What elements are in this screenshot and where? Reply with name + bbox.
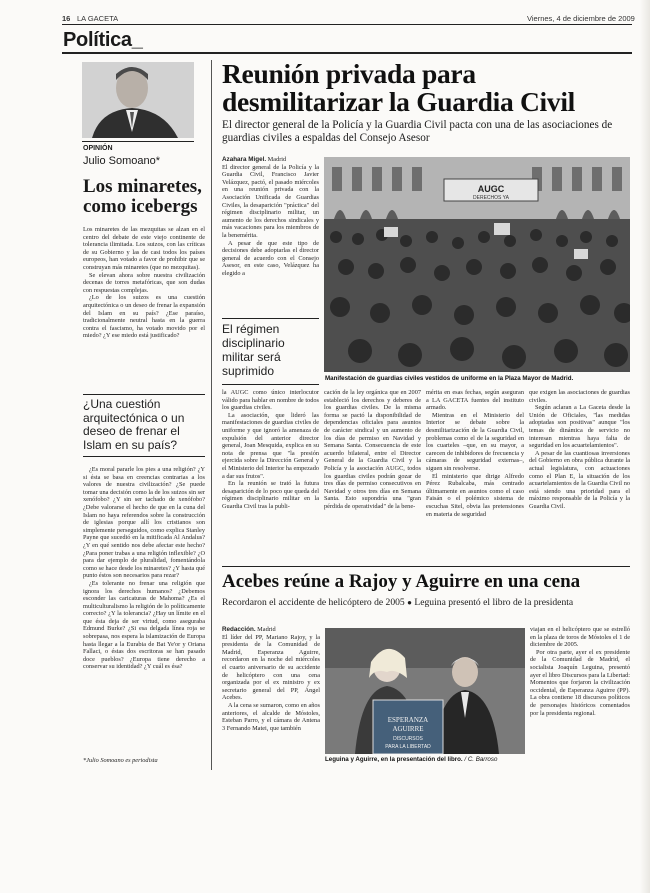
opinion-paragraph: ¿Es tolerante no frenar una religión que ignora los derechos humanos? ¿Debemos esconder las caricaturas de Mahoma? ¿Es el multiculturalismo la religión de lo políticamente correcto? ¿Y la tolerancia? ¿Hay un límite en el que ésta deja de ser virtud, como aseguraba Edmund Burke? ¿Si esa delgada línea roja se sobrepasa, nos espera la islamización de Europa hasta llegar a la Eurabia de Bat Ye'or y Oriana Fallaci, o éstas dos escritoras se han pasado doce pueblos? ¿Europa tiene derecho a conservar su identidad? ¿Y cuál es ésa?: [83, 579, 205, 671]
second-caption-text: Leguina y Aguirre, en la presentación del libro.: [325, 756, 463, 763]
publication-name: LA GACETA: [77, 14, 119, 23]
second-paragraph: El líder del PP, Mariano Rajoy, y la presidenta de la Comunidad de Madrid, Esperanza Aguirre, recordaron en la noche del miércoles el cuarto aniversario de su accidente de helicóptero con una cena organizada por el ex ministro y ex secretario general del PP, Ángel Acebes.: [222, 633, 320, 702]
second-paragraph: Por otra parte, ayer el ex presidente de la Comunidad de Madrid, el socialista Joaquín Leguina, presentó ayer el libro Discursos para la Libertad: Momentos que forjaron la civilización occidental, de Esperanza Aguirre (PP). La obra contiene 18 discursos políticos de personajes históricos comentados por la presidenta regional.: [530, 648, 630, 717]
second-photo: [325, 628, 525, 754]
main-paragraph: Según aclaran a La Gaceta desde la Unión de Oficiales, "las medidas adoptadas son positivas" aunque "los temas de dinámica de servicio no interesan mientras haya falta de seguridad en los acuartelamientos".: [529, 404, 630, 450]
book-title-text: ESPERANZA: [387, 716, 429, 724]
opinion-text-1: [83, 226, 205, 388]
main-pullquote-rule-bottom: [222, 384, 319, 385]
opinion-rule: [82, 141, 194, 142]
main-headline-line2: desmilitarizar la Guardia Civil: [222, 86, 576, 117]
main-col3: [426, 389, 524, 559]
main-paragraph: A pesar de las cuantiosas inversiones del Gobierno en obra pública durante la actual legislatura, con actuaciones como el Plan E, la situación de los acuartelamientos de la Guardia Civil no está siendo una prioridad para el máximo responsable de la Policía y la Guardia Civil.: [529, 449, 630, 510]
main-byline: Azahara Migel.: [222, 156, 267, 163]
main-paragraph: En la reunión se trató la futura desaparición de lo poco que queda del régimen disciplinario militar en la Guardia Civil tras la publi-: [222, 480, 319, 510]
opinion-label: OPINIÓN: [83, 145, 113, 152]
second-col1: [222, 626, 320, 762]
scan-edge: [640, 0, 650, 893]
main-col4: [529, 389, 630, 559]
main-photo: [324, 157, 630, 372]
second-byline: Redacción.: [222, 626, 256, 633]
second-subhead-a: Recordaron el accidente de helicóptero de 2005: [222, 597, 405, 608]
second-subhead: [222, 597, 632, 608]
main-paragraph: El director general de la Policía y la Guardia Civil, Francisco Javier Velázquez, pactó, el pasado miércoles en una reunión privada con la Asociación Unificada de Guardias Civiles, la desaparición "práctica" del régimen disciplinario militar, un aumento de los derechos sindicales y más vacaciones para los miembros de la benemérita.: [222, 163, 319, 239]
main-paragraph: La asociación, que lideró las manifestaciones de guardias civiles de uniforme y que ignoró la amenaza de expulsión del anterior director general, Joan Mesquida, explica en su nota de prensa que "la presión ejercida sobre la Dirección General y el Ministerio del Interior ha empezado a dar sus frutos".: [222, 411, 319, 480]
subhead-bullet-icon: ●: [407, 598, 412, 607]
book-title-text: PARA LA LIBERTAD: [385, 744, 431, 750]
second-photo-caption: [325, 756, 525, 763]
pullquote-rule-top: [83, 394, 205, 395]
second-col2: [530, 626, 630, 766]
second-article-rule: [222, 566, 630, 567]
photo-banner-text: AUGC: [477, 184, 505, 194]
main-paragraph: El ministerio que dirige Alfredo Pérez Rubalcaba, más centrado últimamente en asuntos como el caso Faisán o el polémico sistema de escuchas Sitel, obvia las pretensiones en materia de seguridad: [426, 472, 524, 518]
main-paragraph: la AUGC como único interlocutor válido para hablar en nombre de todos los guardias civiles.: [222, 389, 319, 412]
opinion-title: [83, 177, 205, 217]
section-title: Política_: [63, 29, 143, 51]
opinion-title-line1: Los minaretes,: [83, 176, 202, 197]
photo-banner-text-2: DERECHOS YA: [473, 195, 509, 201]
opinion-pullquote: ¿Una cuestión arquitectónica o un deseo de frenar el Islam en su país?: [83, 397, 185, 452]
main-paragraph: A pesar de que este tipo de decisiones debe adoptarlas el director general de acuerdo con el Consejo Asesor, en este caso, Velázquez ha elegido a: [222, 239, 319, 277]
second-paragraph: A la cena se sumaron, como en años anteriores, el alcalde de Móstoles, Esteban Parro, y el cámara de Antena 3 Fernando Matei, que también: [222, 701, 320, 732]
opinion-paragraph: Los minaretes de las mezquitas se alzan en el centro del debate de este viejo continente de tolerancia ilimitada. Los suizos, con las críticas de su Gobierno y las de casi todos los países europeos, han votado a favor de prohibir que se construyan más minaretes (que no mezquitas).: [83, 226, 205, 271]
header-rule: [62, 24, 632, 25]
main-paragraph: que exigen las asociaciones de guardias civiles.: [529, 389, 630, 404]
opinion-author: Julio Somoano*: [83, 155, 161, 167]
main-col2: [324, 389, 421, 559]
second-paragraph: viajan en el helicóptero que se estrelló en la plaza de toros de Móstoles el 1 de diciembre de 2005.: [530, 626, 630, 649]
main-headline: [222, 60, 632, 116]
main-headline-line1: Reunión privada para: [222, 58, 476, 89]
main-pullquote-rule-top: [222, 318, 319, 319]
opinion-paragraph: ¿Es moral pararle los pies a una religión? ¿Y si ésta se basa en creencias contrarias a los valores de nuestra civilización? ¿Se puede tomar una decisión como la de los suizos sin ser xenófobo? ¿Y sin ser tachado de xenófobo? ¿Debe valorarse el hecho de que en la cuna del Islam no haya referendos sobre la construcción de iglesias porque allí los cristianos son simplemente perseguidos, como explica Stanley Payne que sucedió en la mitificada Al Andalus? ¿Y en qué sentido nos debe afectar este hecho? ¿Para poner trabas a una religión inflexible? ¿O para dar ejemplo de pluralidad, fomentándola como se hace desde los minaretes? ¿Y hasta qué punto éstos son necesarios para rezar?: [83, 466, 205, 580]
page-number: 16: [62, 14, 71, 23]
second-location: Madrid: [257, 626, 276, 633]
opinion-paragraph: ¿Lo de los suizos es una cuestión arquitectónica o un deseo de frenar la expansión del Islam en su país? ¿Ese paraíso, tradicionalmente neutral hasta en la guerra contra el fascismo, ha votado movido por el miedo? ¿Y ese miedo está justificado?: [83, 294, 205, 340]
second-headline: Acebes reúne a Rajoy y Aguirre en una cena: [222, 571, 581, 592]
section-rule: [62, 52, 632, 54]
second-subhead-b: Leguina presentó el libro de la presidenta: [414, 597, 574, 608]
column-divider: [211, 60, 212, 770]
book-title-text: DISCURSOS: [393, 736, 423, 742]
issue-date: Viernes, 4 de diciembre de 2009: [527, 14, 635, 23]
main-col1b: [222, 389, 319, 559]
opinion-paragraph: Se elevan ahora sobre nuestra civilización decenas de torres metafóricas, que son dudas con respuestas complejas.: [83, 271, 205, 294]
main-location: Madrid: [267, 156, 287, 163]
book-title-text: AGUIRRE: [392, 725, 424, 733]
main-col1: [222, 156, 319, 314]
author-photo: [82, 62, 194, 138]
opinion-footnote: *Julio Somoano es periodista: [83, 757, 158, 764]
opinion-text-2: [83, 466, 205, 756]
main-paragraph: cación de la ley orgánica que en 2007 estableció los derechos y deberes de los guardias civiles. De la misma forma se pactó la disponibilidad de dependencias oficiales para asuntos de carácter sindical y un aumento de los días de permiso en Navidad y Semana Santa. Consecuencia de este acuerdo bilateral, entre el Director General de la Guardia Civil y la Policía y la asociación AUGC, todos los guardias civiles podrán gozar de tres días de permiso consecutivos en Navidad y otros tres días en Semana Santa. Esto supondría una "gran pérdida de operatividad" de la bene-: [324, 389, 421, 510]
main-pullquote: El régimen disciplinario militar será suprimido: [222, 322, 285, 378]
main-paragraph: mérita en esas fechas, según aseguran a LA GACETA fuentes del instituto armado.: [426, 389, 524, 412]
pullquote-rule-bottom: [83, 456, 205, 457]
opinion-title-line2: como icebergs: [83, 196, 198, 217]
main-photo-caption: Manifestación de guardias civiles vestidos de uniforme en la Plaza Mayor de Madrid.: [325, 375, 574, 382]
main-subhead: El director general de la Policía y la Guardia Civil pacta con una de las asociaciones de guardias civiles a espaldas del Consejo Asesor: [222, 119, 613, 144]
main-paragraph: Mientras en el Ministerio del Interior se debate sobre la desmilitarización de la Guardia Civil, problemas como el de la seguridad en los cuarteles –que, en su mayor, a carecen de inhibidores de frecuencia y cámaras de seguridad externas–, siguen sin resolverse.: [426, 411, 524, 472]
second-caption-credit: / C. Barroso: [464, 756, 498, 763]
